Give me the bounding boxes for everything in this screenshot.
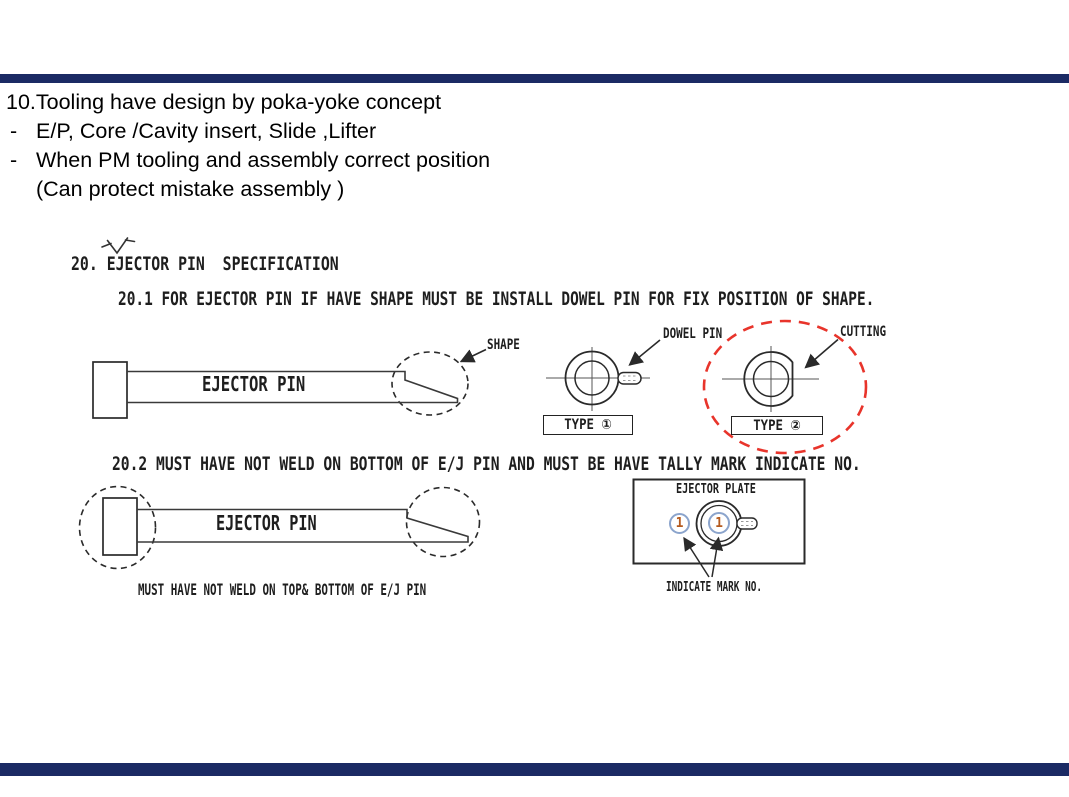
tally-mark-left: 1 bbox=[669, 513, 690, 534]
spec-heading: 20. EJECTOR PIN SPECIFICATION bbox=[71, 253, 339, 275]
spec-202-text: 20.2 MUST HAVE NOT WELD ON BOTTOM OF E/J PIN AND MUST BE HAVE TALLY MARK INDICATE NO. bbox=[112, 453, 861, 475]
type2-box bbox=[731, 416, 823, 435]
type1-label: TYPE ① bbox=[564, 417, 612, 433]
type1-box bbox=[543, 415, 633, 435]
check-mark-icon bbox=[102, 238, 135, 253]
indicate-mark-note: INDICATE MARK NO. bbox=[666, 579, 763, 595]
shape-label: SHAPE bbox=[487, 337, 520, 353]
bullet-text: (Can protect mistake assembly ) bbox=[36, 177, 345, 201]
bullet-text: E/P, Core /Cavity insert, Slide ,Lifter bbox=[36, 119, 377, 143]
bullet-dash: - bbox=[10, 148, 18, 172]
ejector-plate-label: EJECTOR PLATE bbox=[676, 482, 756, 497]
ejector-pin-1-label: EJECTOR PIN bbox=[202, 372, 306, 396]
bullet-text: When PM tooling and assembly correct position bbox=[36, 148, 491, 172]
ejector-pin-2-label: EJECTOR PIN bbox=[216, 511, 317, 535]
bullet-dash: - bbox=[10, 119, 18, 143]
type1-drawing bbox=[546, 340, 660, 411]
spec-201-text: 20.1 FOR EJECTOR PIN IF HAVE SHAPE MUST BE INSTALL DOWEL PIN FOR FIX POSITION OF SHAPE. bbox=[118, 288, 875, 310]
intro-heading: 10.Tooling have design by poka-yoke concept bbox=[6, 90, 442, 114]
dowel-pin-label: DOWEL PIN bbox=[663, 326, 723, 342]
tally-mark-right: 1 bbox=[708, 512, 730, 534]
type2-label: TYPE ② bbox=[753, 417, 801, 434]
weld-note: MUST HAVE NOT WELD ON TOP& BOTTOM OF E/J PIN bbox=[138, 580, 427, 599]
cutting-label: CUTTING bbox=[840, 324, 887, 340]
